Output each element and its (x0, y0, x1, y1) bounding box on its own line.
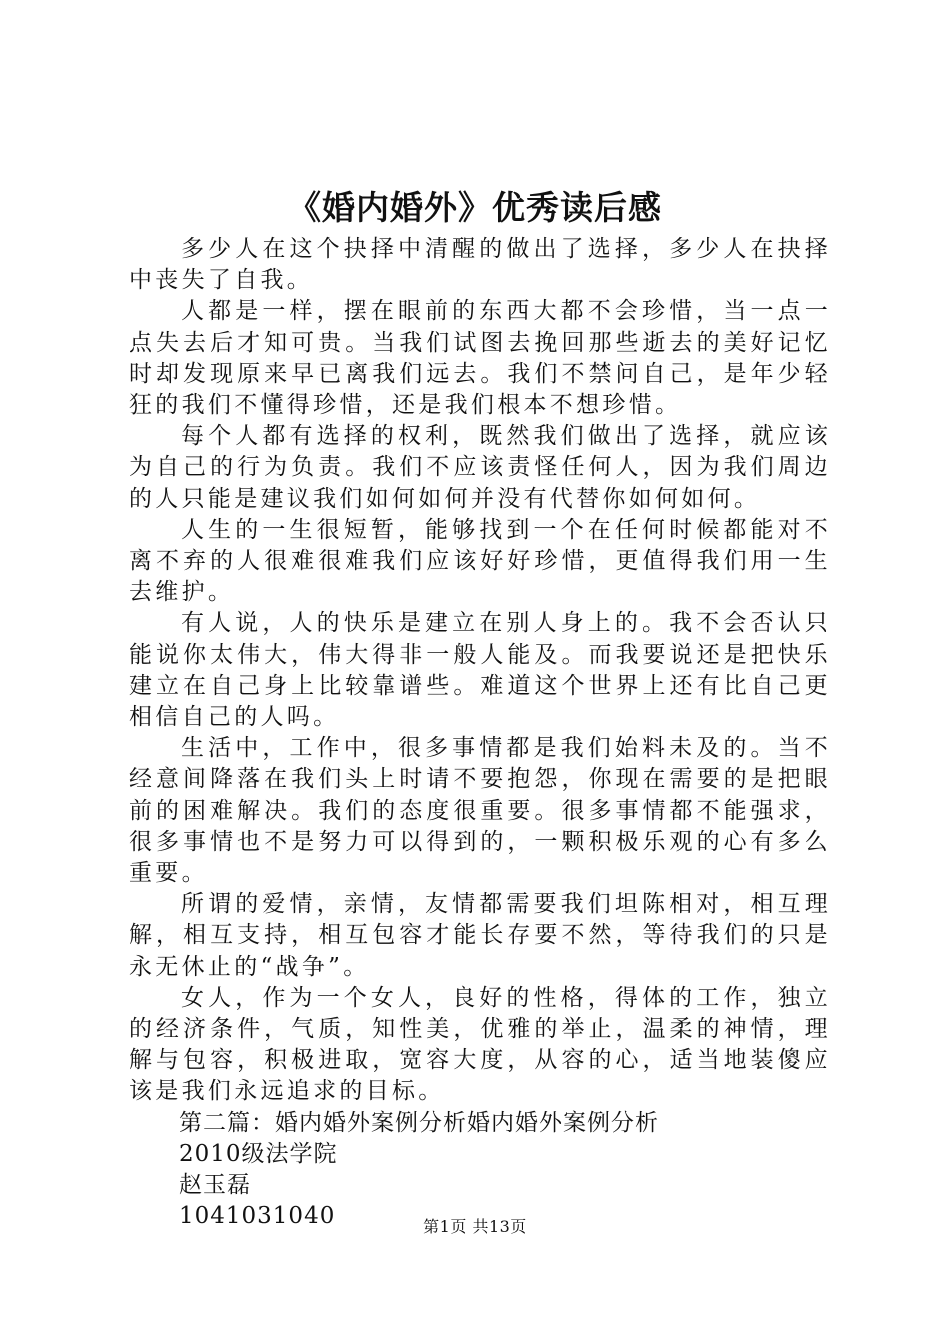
paragraph: 有人说，人的快乐是建立在别人身上的。我不会否认只能说你太伟大，伟大得非一般人能及。而我要说还是把快乐建立在自己身上比较靠谱些。难道这个世界上还有比自己更相信自己的人吗。 (129, 610, 831, 731)
paragraph: 多少人在这个抉择中清醒的做出了选择，多少人在抉择中丧失了自我。 (129, 236, 831, 294)
paragraph: 人都是一样，摆在眼前的东西大都不会珍惜，当一点一点失去后才知可贵。当我们试图去挽回那些逝去的美好记忆时却发现原来早已离我们远去。我们不禁问自己，是年少轻狂的我们不懂得珍惜，还是我们根本不想珍惜。 (129, 298, 831, 419)
author-name: 赵玉磊 (179, 1172, 251, 1199)
paragraph: 所谓的爱情，亲情，友情都需要我们坦陈相对，相互理解，相互支持，相互包容才能长存要不然，等待我们的只是永无休止的“战争”。 (129, 891, 831, 980)
document-body (129, 234, 831, 1233)
paragraph: 每个人都有选择的权利，既然我们做出了选择，就应该为自己的行为负责。我们不应该责怪任何人，因为我们周边的人只能是建议我们如何如何并没有代替你如何如何。 (129, 423, 831, 512)
section-heading: 第二篇：婚内婚外案例分析婚内婚外案例分析 (179, 1109, 659, 1136)
paragraph: 生活中，工作中，很多事情都是我们始料未及的。当不经意间降落在我们头上时请不要抱怨，你现在需要的是把眼前的困难解决。我们的态度很重要。很多事情都不能强求，很多事情也不是努力可以得到的，一颗积极乐观的心有多么重要。 (129, 735, 831, 887)
paragraph: 女人，作为一个女人，良好的性格，得体的工作，独立的经济条件，气质，知性美，优雅的举止，温柔的神情，理解与包容，积极进取，宽容大度，从容的心，适当地装傻应该是我们永远追求的目标。 (129, 984, 831, 1105)
student-id: 1041031040 (179, 1203, 336, 1230)
paragraph: 人生的一生很短暂，能够找到一个在任何时候都能对不离不弃的人很难很难我们应该好好珍惜，更值得我们用一生去维护。 (129, 516, 831, 606)
class-info: 2010级法学院 (179, 1140, 338, 1167)
document-title: 《婚内婚外》优秀读后感 (288, 188, 662, 227)
page-footer: 第1页 共13页 (423, 1217, 527, 1236)
